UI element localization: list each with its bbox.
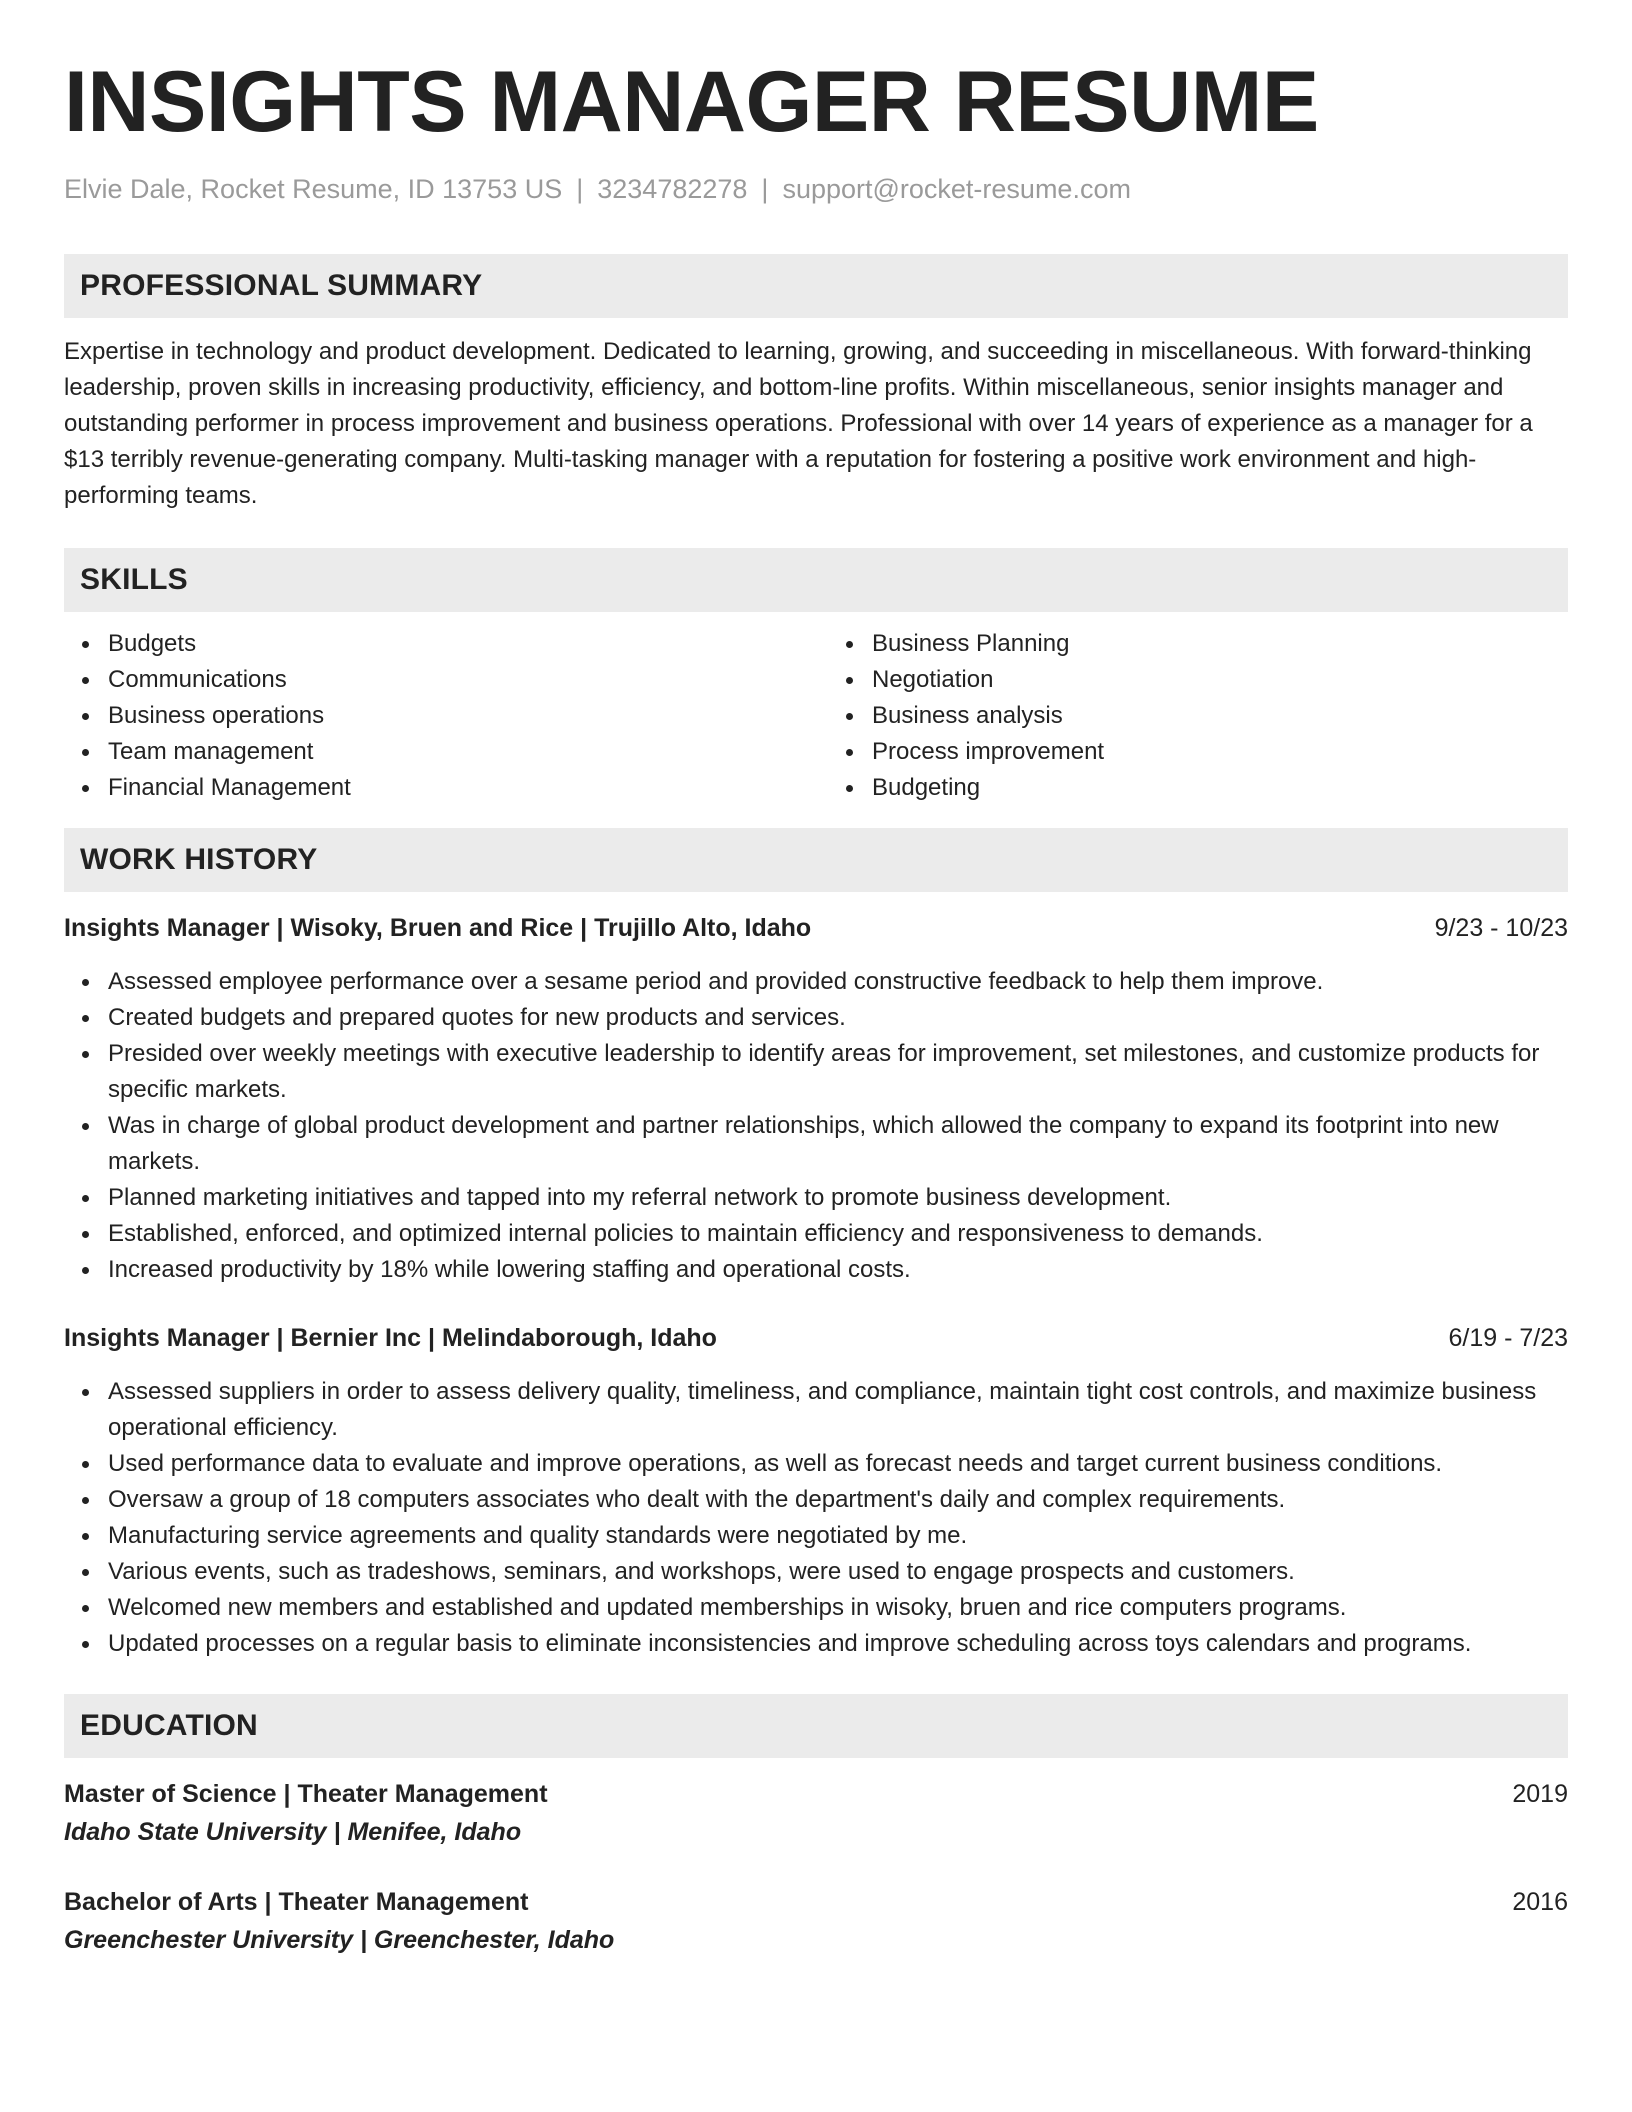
contact-separator: | [761,174,769,204]
job-header [64,910,1568,946]
education-header [64,1884,1568,1920]
summary-text: Expertise in technology and product development. Dedicated to learning, growing, and succeeding in miscellaneous. With forward-thinking leadership, proven skills in increasing productivity, efficiency, and bottom-line profits. Within miscellaneous, senior insights manager and outstanding performer in process improvement and business operations. Professional with over 14 years of experience as a manager for a $13 terribly revenue-generating company. Multi-tasking manager with a reputation for fostering a positive work environment and high-performing teams. [64,338,1533,509]
skills-list [64,626,1568,806]
job-bullet: Manufacturing service agreements and quality standards were negotiated by me. [108,1518,1568,1554]
job-bullet: Assessed suppliers in order to assess delivery quality, timeliness, and compliance, maintain tight cost controls, and maximize business operational efficiency. [108,1374,1568,1446]
job-dates: 9/23 - 10/23 [1434,914,1568,942]
skill-item: Team management [108,734,804,770]
education-year: 2016 [1512,1888,1568,1916]
job-bullet: Created budgets and prepared quotes for new products and services. [108,1000,1568,1036]
skill-item: Business analysis [872,698,1568,734]
summary-heading: PROFESSIONAL SUMMARY [64,254,1568,318]
education-entry [64,1884,1568,1958]
skill-item: Budgeting [872,770,1568,806]
job-bullet: Updated processes on a regular basis to eliminate inconsistencies and improve scheduling across toys calendars and programs. [108,1626,1568,1662]
skills-column-left [64,626,804,806]
job-entry [64,910,1568,1288]
skills-column-right [828,626,1568,806]
job-bullets [64,1374,1568,1662]
job-bullet: Used performance data to evaluate and improve operations, as well as forecast needs and target current business conditions. [108,1446,1568,1482]
education-entry [64,1776,1568,1850]
education-year: 2019 [1512,1780,1568,1808]
skill-item: Business Planning [872,626,1568,662]
job-bullets [64,964,1568,1288]
job-bullet: Presided over weekly meetings with executive leadership to identify areas for improvement, set milestones, and customize products for specific markets. [108,1036,1568,1108]
contact-line [64,172,1568,206]
skill-item: Communications [108,662,804,698]
skills-heading: SKILLS [64,548,1568,612]
job-header [64,1320,1568,1356]
work-history-heading: WORK HISTORY [64,828,1568,892]
education-degree: Bachelor of Arts | Theater Management [64,1888,529,1916]
skill-item: Business operations [108,698,804,734]
skill-item: Financial Management [108,770,804,806]
education-school: Greenchester University | Greenchester, Idaho [64,1926,615,1954]
job-entry [64,1320,1568,1662]
contact-location: Elvie Dale, Rocket Resume, ID 13753 US [64,174,563,204]
job-bullet: Welcomed new members and established and updated memberships in wisoky, bruen and rice computers programs. [108,1590,1568,1626]
job-bullet: Assessed employee performance over a sesame period and provided constructive feedback to help them improve. [108,964,1568,1000]
contact-separator: | [576,174,584,204]
education-school: Idaho State University | Menifee, Idaho [64,1818,522,1846]
job-bullet: Oversaw a group of 18 computers associates who dealt with the department's daily and complex requirements. [108,1482,1568,1518]
job-bullet: Increased productivity by 18% while lowering staffing and operational costs. [108,1252,1568,1288]
resume-title: INSIGHTS MANAGER RESUME [64,54,1319,150]
education-degree: Master of Science | Theater Management [64,1780,548,1808]
job-bullet: Was in charge of global product development and partner relationships, which allowed the company to expand its footprint into new markets. [108,1108,1568,1180]
job-bullet: Established, enforced, and optimized internal policies to maintain efficiency and responsiveness to demands. [108,1216,1568,1252]
job-bullet: Various events, such as tradeshows, seminars, and workshops, were used to engage prospects and customers. [108,1554,1568,1590]
job-dates: 6/19 - 7/23 [1448,1324,1568,1352]
skill-item: Process improvement [872,734,1568,770]
contact-email: support@rocket-resume.com [782,174,1131,204]
job-title: Insights Manager | Bernier Inc | Melindaborough, Idaho [64,1324,717,1352]
skill-item: Negotiation [872,662,1568,698]
education-heading: EDUCATION [64,1694,1568,1758]
education-header [64,1776,1568,1812]
job-bullet: Planned marketing initiatives and tapped into my referral network to promote business development. [108,1180,1568,1216]
job-title: Insights Manager | Wisoky, Bruen and Rice | Trujillo Alto, Idaho [64,914,812,942]
contact-phone: 3234782278 [597,174,748,204]
skill-item: Budgets [108,626,804,662]
